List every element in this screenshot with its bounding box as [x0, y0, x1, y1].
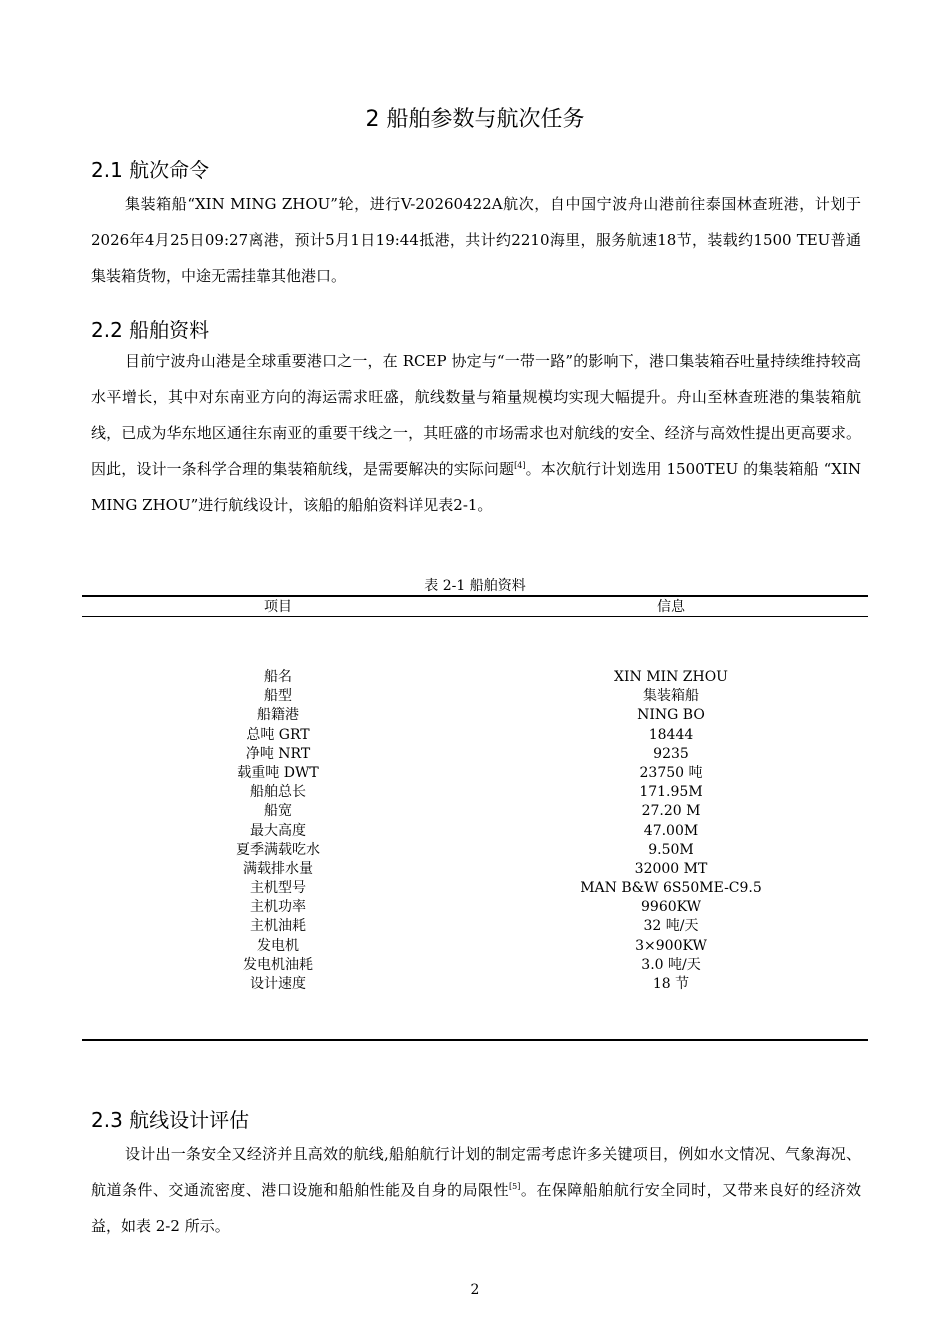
table-cell-item: 夏季满载吃水 [236, 841, 320, 858]
ship-data-paragraph [91, 343, 861, 523]
table-row [0, 822, 950, 841]
table-top-rule [82, 595, 868, 597]
table-row [0, 841, 950, 860]
table-cell-info: 18 节 [652, 976, 690, 992]
table-cell-item: 主机油耗 [250, 918, 306, 935]
table-cell-info: 9.50M [648, 841, 694, 858]
table-cell-item: 载重吨 DWT [237, 764, 319, 781]
table-row [0, 802, 950, 821]
table-cell-info: 27.20 M [641, 803, 701, 820]
table-cell-info: 3.0 吨/天 [641, 956, 701, 973]
table-row [0, 745, 950, 764]
table-row [0, 917, 950, 936]
table-cell-info: NING BO [637, 707, 705, 724]
table-row [0, 937, 950, 956]
table-cell-item: 总吨 GRT [246, 726, 310, 743]
table-row [0, 898, 950, 917]
ship-data-text-b: 。本次航行计划选用 1500TEU 的集装箱船 “XIN MING ZHOU”进行航线设计，该船的船舶资料详见表2-1。 [91, 460, 861, 514]
table-header-info: 信息 [657, 599, 685, 615]
table-cell-info: 18444 [648, 726, 694, 743]
table-row [0, 726, 950, 745]
ship-data-text-a: 目前宁波舟山港是全球重要港口之一，在 RCEP 协定与“一带一路”的影响下，港口集装箱吞吐量持续维持较高水平增长，其中对东南亚方向的海运需求旺盛，航线数量与箱量规模均实现大幅提升。舟山至林查班港的集装箱航线，已成为华东地区通往东南亚的重要干线之一，其旺盛的市场需求也对航线的安全、经济与高效性提出更高要求。因此，设计一条科学合理的集装箱航线，是需要解决的实际问题 [91, 352, 861, 478]
table-cell-item: 最大高度 [250, 822, 306, 839]
table-cell-info: MAN B&W 6S50ME-C9.5 [580, 880, 762, 897]
route-assessment-paragraph [91, 1136, 861, 1244]
table-cell-info: 23750 吨 [639, 764, 703, 781]
table-cell-item: 船舶总长 [250, 784, 306, 801]
table-row [0, 860, 950, 879]
table-cell-info: 集装箱船 [643, 688, 699, 705]
table-row [0, 764, 950, 783]
table-cell-item: 发电机油耗 [243, 956, 313, 973]
table-cell-info: 47.00M [643, 822, 699, 839]
table-cell-item: 净吨 NRT [245, 745, 311, 762]
table-cell-info: 32 吨/天 [643, 918, 699, 935]
table-row [0, 783, 950, 802]
ship-data-table-body [0, 668, 950, 994]
table-cell-info: 9235 [653, 745, 689, 762]
chapter-title: 2 船舶参数与航次任务 [365, 107, 585, 132]
table-cell-info: 32000 MT [634, 860, 708, 877]
table-cell-item: 船宽 [264, 803, 292, 820]
table-row [0, 956, 950, 975]
table-cell-item: 发电机 [257, 937, 299, 954]
table-cell-item: 船籍港 [257, 707, 299, 724]
table-cell-info: XIN MIN ZHOU [614, 669, 728, 685]
table-cell-item: 船型 [264, 688, 292, 705]
table-cell-info: 171.95M [639, 784, 703, 801]
table-row [0, 879, 950, 898]
table-row [0, 687, 950, 706]
section-heading-route-assessment: 2.3 航线设计评估 [91, 1108, 250, 1132]
route-assessment-text-a: 设计出一条安全又经济并且高效的航线,船舶航行计划的制定需考虑许多关键项目，例如水文情况、气象海况、航道条件、交通流密度、港口设施和船舶性能及自身的局限性 [91, 1145, 861, 1199]
table-header-item: 项目 [264, 599, 292, 615]
table-cell-item: 设计速度 [250, 976, 306, 992]
page-number: 2 [470, 1282, 480, 1298]
table-row [0, 706, 950, 725]
table-cell-info: 9960KW [641, 899, 701, 916]
table-cell-info: 3×900KW [635, 937, 707, 954]
table-row [0, 975, 950, 994]
table-cell-item: 主机型号 [250, 880, 306, 897]
table-cell-item: 主机功率 [250, 899, 306, 916]
section-heading-ship-data: 2.2 船舶资料 [91, 318, 210, 342]
citation-4: [4] [514, 461, 526, 470]
table-bottom-rule [82, 1039, 868, 1041]
voyage-order-paragraph [91, 186, 861, 294]
table-cell-item: 船名 [264, 669, 292, 685]
section-heading-voyage-order: 2.1 航次命令 [91, 158, 210, 182]
table-cell-item: 满载排水量 [243, 860, 313, 877]
table-caption: 表 2-1 船舶资料 [424, 578, 526, 594]
table-header-rule [82, 616, 868, 617]
citation-5: [5] [509, 1182, 521, 1191]
route-assessment-text-b: 。在保障船舶航行安全同时，又带来良好的经济效益，如表 2-2 所示。 [91, 1181, 861, 1235]
table-row [0, 668, 950, 687]
voyage-order-text: 集装箱船“XIN MING ZHOU”轮，进行V-20260422A航次，自中国宁波舟山港前往泰国林查班港，计划于2026年4月25日09:27离港，预计5月1日19:44抵港，共计约2210海里，服务航速18节，装载约1500 TEU普通集装箱货物，中途无需挂靠其他港口。 [91, 195, 861, 285]
